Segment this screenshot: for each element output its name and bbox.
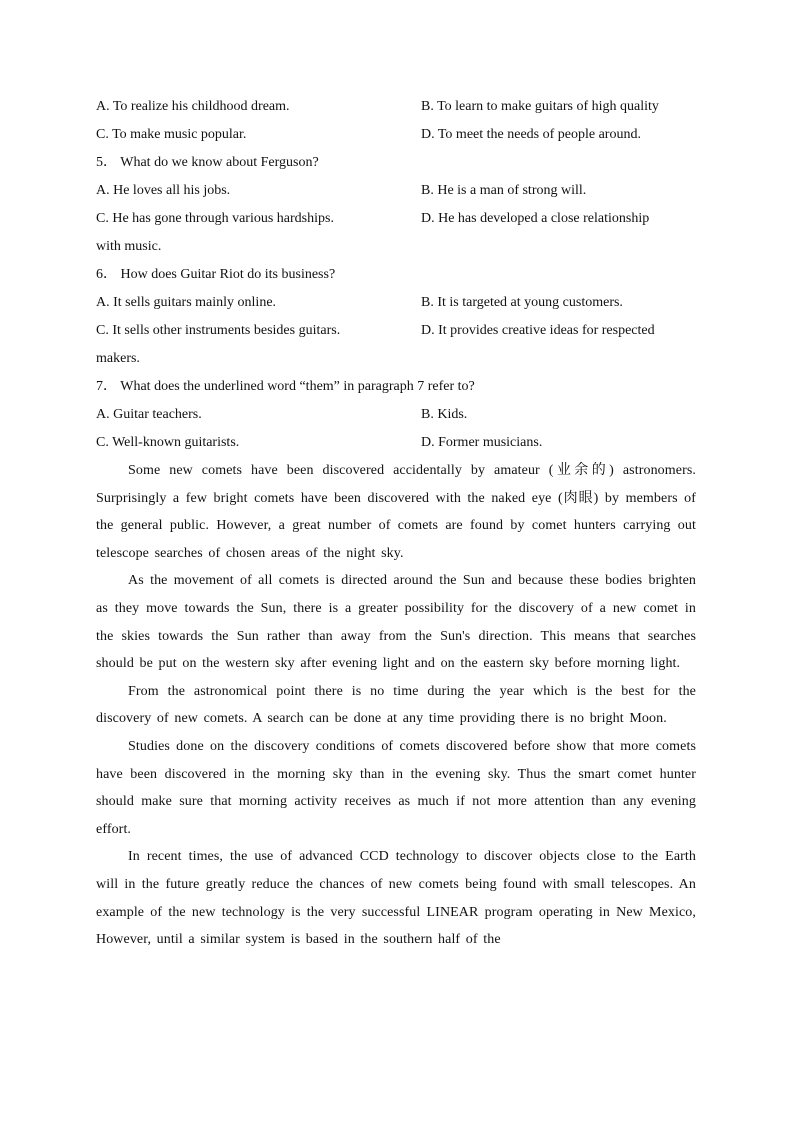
q6-options-row-2 bbox=[96, 317, 696, 345]
q5-option-c[interactable]: C. He has gone through various hardships. bbox=[96, 211, 334, 226]
q7-options-row-1 bbox=[96, 401, 696, 429]
passage-paragraph-1: Some new comets have been discovered accidentally by amateur (业余的) astronomers. Surprisingly a few bright comets have been discovered with the naked eye (肉眼) by members of the general public. However, a great number of comets are found by comet hunters carrying out telescope searches of chosen areas of the night sky. bbox=[96, 463, 696, 561]
q5-option-d[interactable]: D. He has developed a close relationship bbox=[421, 211, 650, 226]
q7-question: 7． What does the underlined word “them” in paragraph 7 refer to? bbox=[96, 379, 475, 394]
q5-options-row-1 bbox=[96, 177, 696, 205]
q4-option-a[interactable]: A. To realize his childhood dream. bbox=[96, 99, 290, 114]
reading-passage bbox=[96, 457, 696, 954]
q5-question: 5． What do we know about Ferguson? bbox=[96, 155, 319, 170]
q7-option-a[interactable]: A. Guitar teachers. bbox=[96, 407, 202, 422]
q4-option-d[interactable]: D. To meet the needs of people around. bbox=[421, 127, 641, 142]
q7-options-row-2 bbox=[96, 429, 696, 457]
q6-option-d[interactable]: D. It provides creative ideas for respected bbox=[421, 323, 655, 338]
document-content bbox=[96, 93, 696, 954]
q5-option-a[interactable]: A. He loves all his jobs. bbox=[96, 183, 231, 198]
q7-option-b[interactable]: B. Kids. bbox=[421, 407, 468, 422]
passage-paragraph-4: Studies done on the discovery conditions of comets discovered before show that more comets have been discovered in the morning sky than in the evening sky. Thus the smart comet hunter should make sure that morning activity receives as much if not more attention than any evening effort. bbox=[96, 738, 696, 837]
passage-paragraph-2: As the movement of all comets is directed around the Sun and because these bodies brighten as they move towards the Sun, there is a greater possibility for the discovery of a new comet in the skies towards the Sun rather than away from the Sun's direction. This means that searches should be put on the western sky after evening light and on the eastern sky before morning light. bbox=[96, 573, 696, 672]
q5-option-b[interactable]: B. He is a man of strong will. bbox=[421, 183, 587, 198]
q4-options-row-1 bbox=[96, 93, 696, 121]
q7-option-d[interactable]: D. Former musicians. bbox=[421, 435, 543, 450]
q6-option-c[interactable]: C. It sells other instruments besides guitars. bbox=[96, 323, 341, 338]
q6-question: 6． How does Guitar Riot do its business? bbox=[96, 267, 336, 282]
q4-option-c[interactable]: C. To make music popular. bbox=[96, 127, 247, 142]
q6-option-b[interactable]: B. It is targeted at young customers. bbox=[421, 295, 623, 310]
q6-option-a[interactable]: A. It sells guitars mainly online. bbox=[96, 295, 277, 310]
passage-paragraph-3: From the astronomical point there is no time during the year which is the best for the discovery of new comets. A search can be done at any time providing there is no bright Moon. bbox=[96, 683, 696, 727]
passage-paragraph-5: In recent times, the use of advanced CCD technology to discover objects close to the Earth will in the future greatly reduce the chances of new comets being found with small telescopes. An example of the new technology is the very successful LINEAR program operating in New Mexico, However, until a similar system is based in the southern half of the bbox=[96, 849, 696, 948]
q4-options-row-2 bbox=[96, 121, 696, 149]
q5-options-row-2 bbox=[96, 205, 696, 233]
q5-option-d-continuation: with music. bbox=[96, 239, 162, 254]
q6-option-d-continuation: makers. bbox=[96, 351, 140, 366]
q6-options-row-1 bbox=[96, 289, 696, 317]
q4-option-b[interactable]: B. To learn to make guitars of high quality bbox=[421, 99, 659, 114]
q7-option-c[interactable]: C. Well-known guitarists. bbox=[96, 435, 240, 450]
